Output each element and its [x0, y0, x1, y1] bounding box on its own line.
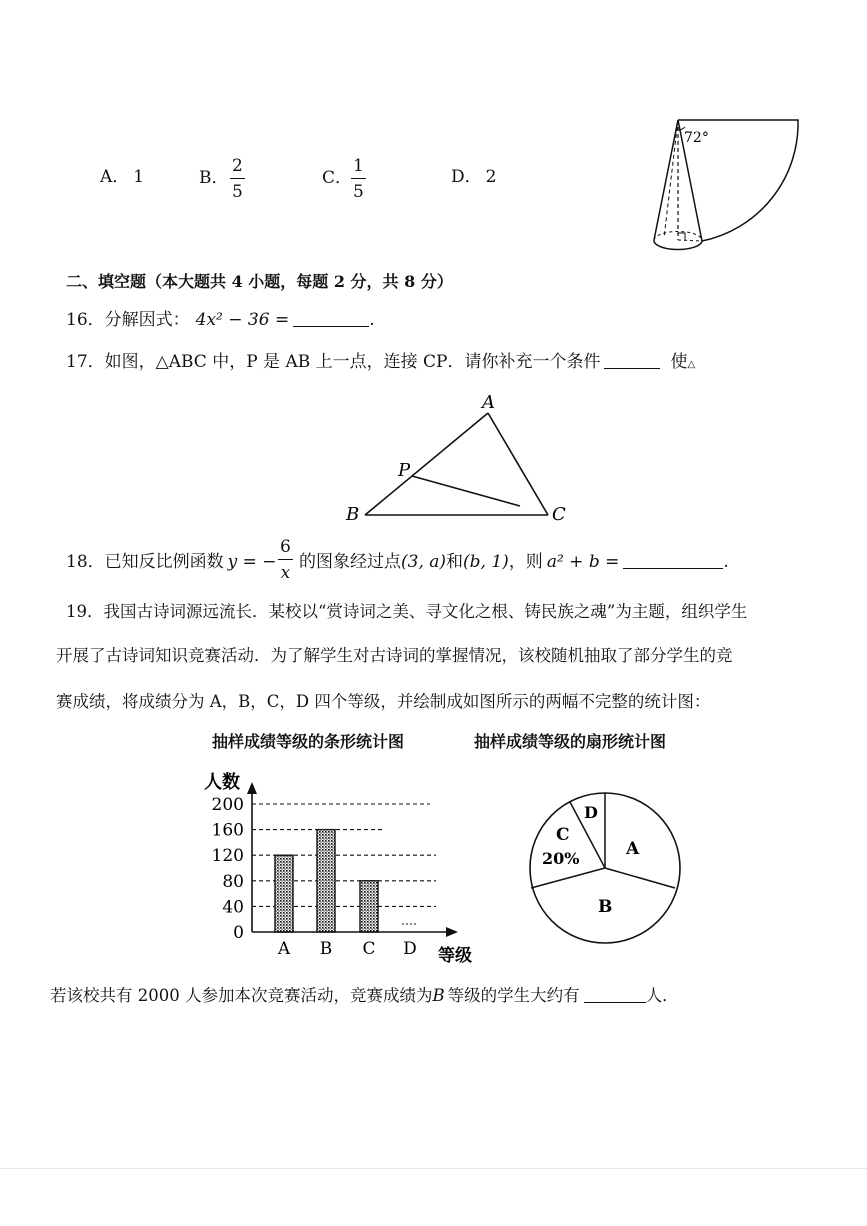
cone-sector-figure — [640, 110, 810, 265]
x-axis-label: 等级 — [438, 946, 472, 966]
q18-numerator: 6 — [278, 537, 293, 560]
q18-fraction — [278, 537, 293, 583]
option-c-denominator: 5 — [353, 182, 364, 202]
q19-question-post: 人． — [645, 986, 679, 1005]
bar-B — [317, 830, 335, 932]
q19-question — [50, 988, 679, 1005]
y-tick-label-120: 120 — [211, 846, 244, 867]
pie-label-b: B — [598, 897, 613, 917]
bar-C — [360, 881, 378, 932]
q18-expression: a² + b = — [546, 552, 620, 572]
option-b-fraction — [230, 156, 245, 202]
q17-text: 如图，△ABC 中，P 是 AB 上一点，连接 CP．请你补充一个条件 — [104, 352, 601, 372]
cone-base-front — [654, 240, 702, 250]
x-tick-label-C: C — [362, 939, 376, 959]
question-17 — [66, 354, 695, 371]
y-tick-label-200: 200 — [211, 795, 244, 815]
y-tick-label-160: 160 — [211, 820, 244, 841]
q18-pre: 已知反比例函数 — [104, 552, 224, 572]
y-tick-label-80: 80 — [222, 871, 244, 892]
option-d-value: 2 — [485, 167, 497, 187]
pie-chart-title: 抽样成绩等级的扇形统计图 — [474, 732, 667, 751]
q16-expression: 4x² − 36 = — [195, 310, 290, 330]
pie-label-d: D — [584, 803, 598, 822]
bar-A — [275, 855, 293, 932]
q17-tail: 使 — [670, 352, 688, 372]
pie-label-a: A — [626, 839, 640, 859]
option-a — [100, 169, 144, 186]
y-axis-arrow — [247, 782, 257, 794]
q18-point2: (b, 1) — [463, 552, 509, 572]
q17-number: 17． — [66, 352, 105, 372]
option-b-denominator: 5 — [232, 182, 243, 202]
q16-text: 分解因式： — [104, 310, 190, 330]
pie-label-c-percent: 20% — [542, 849, 580, 868]
triangle-figure — [340, 390, 580, 525]
bar-chart-title: 抽样成绩等级的条形统计图 — [212, 732, 405, 751]
option-a-label: A． — [100, 167, 130, 187]
option-d — [451, 169, 496, 186]
question-16: 16．分解因式： 4x² − 36 = . — [66, 310, 375, 330]
option-b-numerator: 2 — [230, 156, 245, 179]
q18-and: 和 — [446, 552, 464, 572]
q19-question-var: B — [432, 986, 445, 1005]
right-angle-mark — [678, 233, 685, 240]
option-d-label: D． — [451, 167, 482, 187]
side-ab — [365, 413, 488, 515]
q18-y-eq: y = − — [227, 552, 277, 572]
q18-post: ，则 — [508, 552, 543, 572]
pie-divider-a-b — [605, 868, 675, 888]
page-footer-divider — [0, 1168, 867, 1169]
angle-label: 72° — [684, 130, 709, 146]
pie-label-c: C — [556, 825, 570, 845]
bar-chart — [190, 768, 490, 973]
q16-number: 16． — [66, 310, 105, 330]
q19-line-3: 赛成绩，将成绩分为 A，B，C，D 四个等级，并绘制成如图所示的两幅不完整的统计图： — [56, 692, 711, 711]
cone-left-edge — [654, 120, 678, 240]
q18-mid: 的图象经过点 — [299, 552, 401, 572]
x-tick-label-B: B — [319, 939, 333, 959]
q19-line-2: 开展了古诗词知识竞赛活动．为了解学生对古诗词的掌握情况，该校随机抽取了部分学生的竞 — [56, 646, 733, 665]
option-c-label: C． — [322, 168, 353, 188]
q18-end: 的图象经过点(3, a)和(b, 1)，则 a² + b = . — [299, 552, 729, 572]
option-b-label: B． — [199, 168, 229, 188]
q18-answer-blank[interactable] — [623, 554, 723, 569]
section-heading: 二、填空题（本大题共 4 小题，每题 2 分，共 8 分） — [66, 272, 453, 291]
pie-chart — [520, 780, 695, 955]
vertex-b-label: B — [346, 504, 360, 525]
segment-cp — [412, 476, 520, 506]
y-tick-label-0: 0 — [233, 923, 244, 943]
q19-question-pre: 若该校共有 2000 人参加本次竞赛活动，竞赛成绩为 — [50, 986, 433, 1005]
y-axis-label: 人数 — [204, 772, 240, 793]
option-c-fraction — [351, 156, 366, 202]
q19-question-mid: 等级的学生大约有 — [447, 986, 580, 1005]
vertex-a-label: A — [482, 392, 495, 413]
q19-answer-blank[interactable] — [584, 988, 646, 1003]
q18-start — [66, 554, 277, 571]
vertex-c-label: C — [552, 504, 566, 525]
q17-tail-mark: △ — [687, 359, 696, 370]
q19-line-1: 19．我国古诗词源远流长．某校以“赏诗词之美、寻文化之根、铸民族之魂”为主题，组织学生 — [66, 602, 748, 621]
x-tick-label-D: D — [403, 939, 417, 959]
q17-answer-blank[interactable] — [604, 354, 660, 369]
q18-number: 18． — [66, 552, 105, 572]
q18-point1: (3, a) — [401, 552, 447, 572]
q18-denominator: x — [280, 563, 291, 583]
option-a-value: 1 — [133, 167, 145, 187]
q16-answer-blank[interactable] — [293, 312, 369, 327]
pie-divider-b-c — [531, 868, 605, 888]
x-tick-label-A: A — [277, 939, 291, 959]
option-c-numerator: 1 — [351, 156, 366, 179]
x-axis-arrow — [446, 927, 458, 937]
y-tick-label-40: 40 — [222, 897, 244, 918]
point-p-label: P — [398, 460, 411, 481]
cone-radius — [678, 240, 702, 241]
